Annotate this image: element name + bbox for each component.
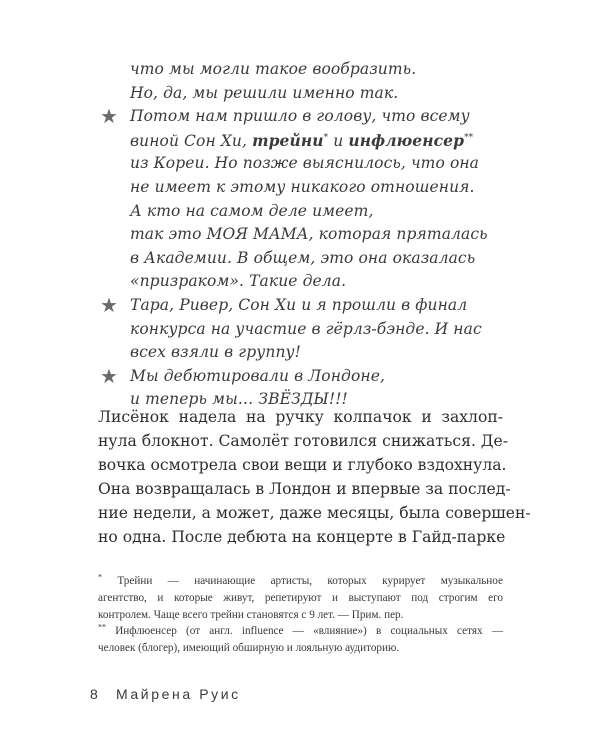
star-icon: ★	[100, 363, 119, 388]
note-line: в Академии. В общем, это она оказалась	[130, 248, 476, 267]
text-line: но одна. После дебюта на концерте в Гайд-парке	[98, 528, 506, 546]
text-line: Лисёнок надела на ручку колпачок и захлоп-	[98, 408, 503, 426]
star-icon: ★	[100, 292, 119, 317]
footnote-line: ** Инфлюенсер (от англ. influence — «влияние») в социальных сетях —	[98, 622, 504, 638]
body-paragraph	[98, 405, 531, 549]
star-icon: ★	[100, 104, 119, 129]
term-influencer: инфлюенсер	[348, 130, 465, 150]
note-line: что мы могли такое вообразить.	[130, 60, 417, 78]
note-line: не имеет к этому никакого отношения.	[130, 177, 475, 196]
note-line: ★ Тара, Ривер, Сон Хи и я прошли в финал	[100, 292, 468, 317]
note-line: и теперь мы… ЗВЁЗДЫ!!!	[130, 390, 348, 409]
note-line: всех взяли в группу!	[130, 343, 301, 362]
note-line: ★ Потом нам пришло в голову, что всему	[100, 104, 470, 129]
note-line: так это МОЯ МАМА, которая пряталась	[130, 225, 488, 244]
text-line: Она возвращалась в Лондон и впервые за послед-	[98, 480, 511, 498]
note-line: ★ Мы дебютировали в Лондоне,	[100, 363, 385, 388]
note-line: А кто на самом деле имеет,	[130, 201, 374, 220]
footnote-line: * Трейни — начинающие артисты, которых курирует музыкальное	[98, 572, 503, 587]
footnote-line: агентство, и которые живут, репетируют и выступают под строгим его	[98, 591, 503, 604]
note-line: «призраком». Такие дела.	[130, 272, 347, 291]
footnote-line: человек (блогер), имеющий обширную и лояльную аудиторию.	[98, 642, 400, 655]
term-trainee: трейни	[252, 130, 324, 150]
footnote-line: контролем. Чаще всего трейни становятся с 9 лет. — Прим. пер.	[98, 608, 404, 621]
footnotes	[98, 573, 503, 657]
page-number: 8	[90, 686, 98, 702]
text-line: ние недели, а может, даже месяцы, была совершен-	[98, 504, 531, 522]
text-line: вочка осмотрела свои вещи и глубоко вздохнула.	[98, 456, 507, 474]
note-line: Но, да, мы решили именно так.	[130, 83, 399, 102]
note-line: конкурса на участие в гёрлз-бэнде. И нас	[130, 319, 482, 338]
note-line: виной Сон Хи, трейни* и инфлюенсер**	[130, 130, 474, 150]
note-line: из Кореи. Но позже выяснилось, что она	[130, 154, 480, 173]
text-line: нула блокнот. Самолёт готовился снижаться. Де-	[98, 432, 509, 450]
page-footer	[90, 686, 241, 702]
handwritten-notes	[100, 58, 530, 412]
author-name: Майрена Руис	[116, 686, 241, 702]
